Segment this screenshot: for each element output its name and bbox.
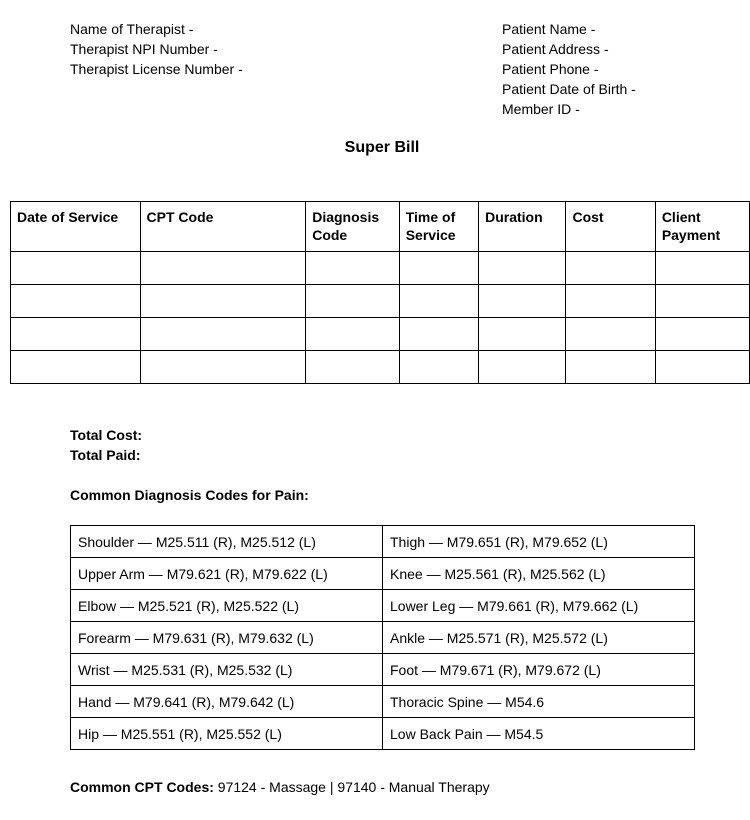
table-row (71, 526, 695, 558)
table-row (71, 654, 695, 686)
table-cell[interactable] (566, 285, 655, 318)
therapist-info (70, 19, 243, 79)
diagnosis-code-cell: Shoulder — M25.511 (R), M25.512 (L) (71, 526, 383, 558)
table-row (11, 285, 750, 318)
column-header-client-payment: Client Payment (655, 202, 749, 252)
diagnosis-code-cell: Wrist — M25.531 (R), M25.532 (L) (71, 654, 383, 686)
cpt-codes-text: 97124 - Massage | 97140 - Manual Therapy (213, 779, 490, 795)
table-cell[interactable] (140, 351, 306, 384)
table-cell[interactable] (11, 351, 141, 384)
total-paid-label: Total Paid: (70, 447, 141, 463)
diagnosis-code-cell: Elbow — M25.521 (R), M25.522 (L) (71, 590, 383, 622)
table-row (71, 686, 695, 718)
total-cost-label: Total Cost: (70, 427, 143, 443)
patient-dob-label: Patient Date of Birth - (502, 81, 636, 97)
cpt-codes-label: Common CPT Codes: (70, 779, 214, 795)
therapist-license-label: Therapist License Number - (70, 61, 243, 77)
table-cell[interactable] (11, 285, 141, 318)
table-row (11, 351, 750, 384)
table-cell[interactable] (479, 285, 566, 318)
column-header-cost: Cost (566, 202, 655, 252)
table-cell[interactable] (566, 252, 655, 285)
column-header-duration: Duration (479, 202, 566, 252)
diagnosis-code-cell: Foot — M79.671 (R), M79.672 (L) (383, 654, 695, 686)
diagnosis-code-cell: Low Back Pain — M54.5 (383, 718, 695, 750)
table-row (71, 718, 695, 750)
diagnosis-code-cell: Ankle — M25.571 (R), M25.572 (L) (383, 622, 695, 654)
patient-info (502, 19, 636, 119)
diagnosis-code-cell: Upper Arm — M79.621 (R), M79.622 (L) (71, 558, 383, 590)
diagnosis-code-cell: Thigh — M79.651 (R), M79.652 (L) (383, 526, 695, 558)
diagnosis-codes-heading: Common Diagnosis Codes for Pain: (70, 487, 309, 503)
diagnosis-code-cell: Hip — M25.551 (R), M25.552 (L) (71, 718, 383, 750)
table-row (71, 590, 695, 622)
diagnosis-code-cell: Thoracic Spine — M54.6 (383, 686, 695, 718)
table-cell[interactable] (479, 252, 566, 285)
table-cell[interactable] (399, 318, 478, 351)
patient-name-label: Patient Name - (502, 21, 596, 37)
table-cell[interactable] (655, 351, 749, 384)
diagnosis-code-cell: Lower Leg — M79.661 (R), M79.662 (L) (383, 590, 695, 622)
table-cell[interactable] (140, 318, 306, 351)
diagnosis-code-cell: Forearm — M79.631 (R), M79.632 (L) (71, 622, 383, 654)
table-cell[interactable] (306, 351, 400, 384)
table-cell[interactable] (566, 318, 655, 351)
table-cell[interactable] (306, 285, 400, 318)
table-cell[interactable] (140, 252, 306, 285)
patient-phone-label: Patient Phone - (502, 61, 599, 77)
table-cell[interactable] (11, 252, 141, 285)
table-cell[interactable] (140, 285, 306, 318)
table-cell[interactable] (655, 252, 749, 285)
patient-address-label: Patient Address - (502, 41, 609, 57)
table-row (71, 558, 695, 590)
table-row (71, 622, 695, 654)
service-table (10, 201, 750, 384)
member-id-label: Member ID - (502, 101, 580, 117)
table-cell[interactable] (566, 351, 655, 384)
table-cell[interactable] (399, 285, 478, 318)
totals-section (70, 425, 142, 465)
table-cell[interactable] (479, 318, 566, 351)
diagnosis-codes-table (70, 525, 695, 750)
table-cell[interactable] (399, 252, 478, 285)
table-cell[interactable] (655, 285, 749, 318)
table-cell[interactable] (399, 351, 478, 384)
diagnosis-code-cell: Hand — M79.641 (R), M79.642 (L) (71, 686, 383, 718)
table-cell[interactable] (306, 318, 400, 351)
cpt-codes-line (70, 777, 490, 797)
column-header-diagnosis-code: Diagnosis Code (306, 202, 400, 252)
document-title: Super Bill (344, 139, 420, 156)
table-cell[interactable] (655, 318, 749, 351)
service-table-header-row (11, 202, 750, 252)
therapist-npi-label: Therapist NPI Number - (70, 41, 218, 57)
column-header-cpt-code: CPT Code (140, 202, 306, 252)
diagnosis-code-cell: Knee — M25.561 (R), M25.562 (L) (383, 558, 695, 590)
column-header-time-of-service: Time of Service (399, 202, 478, 252)
table-row (11, 318, 750, 351)
table-cell[interactable] (479, 351, 566, 384)
therapist-name-label: Name of Therapist - (70, 21, 194, 37)
table-cell[interactable] (306, 252, 400, 285)
table-row (11, 252, 750, 285)
column-header-date-of-service: Date of Service (11, 202, 141, 252)
table-cell[interactable] (11, 318, 141, 351)
